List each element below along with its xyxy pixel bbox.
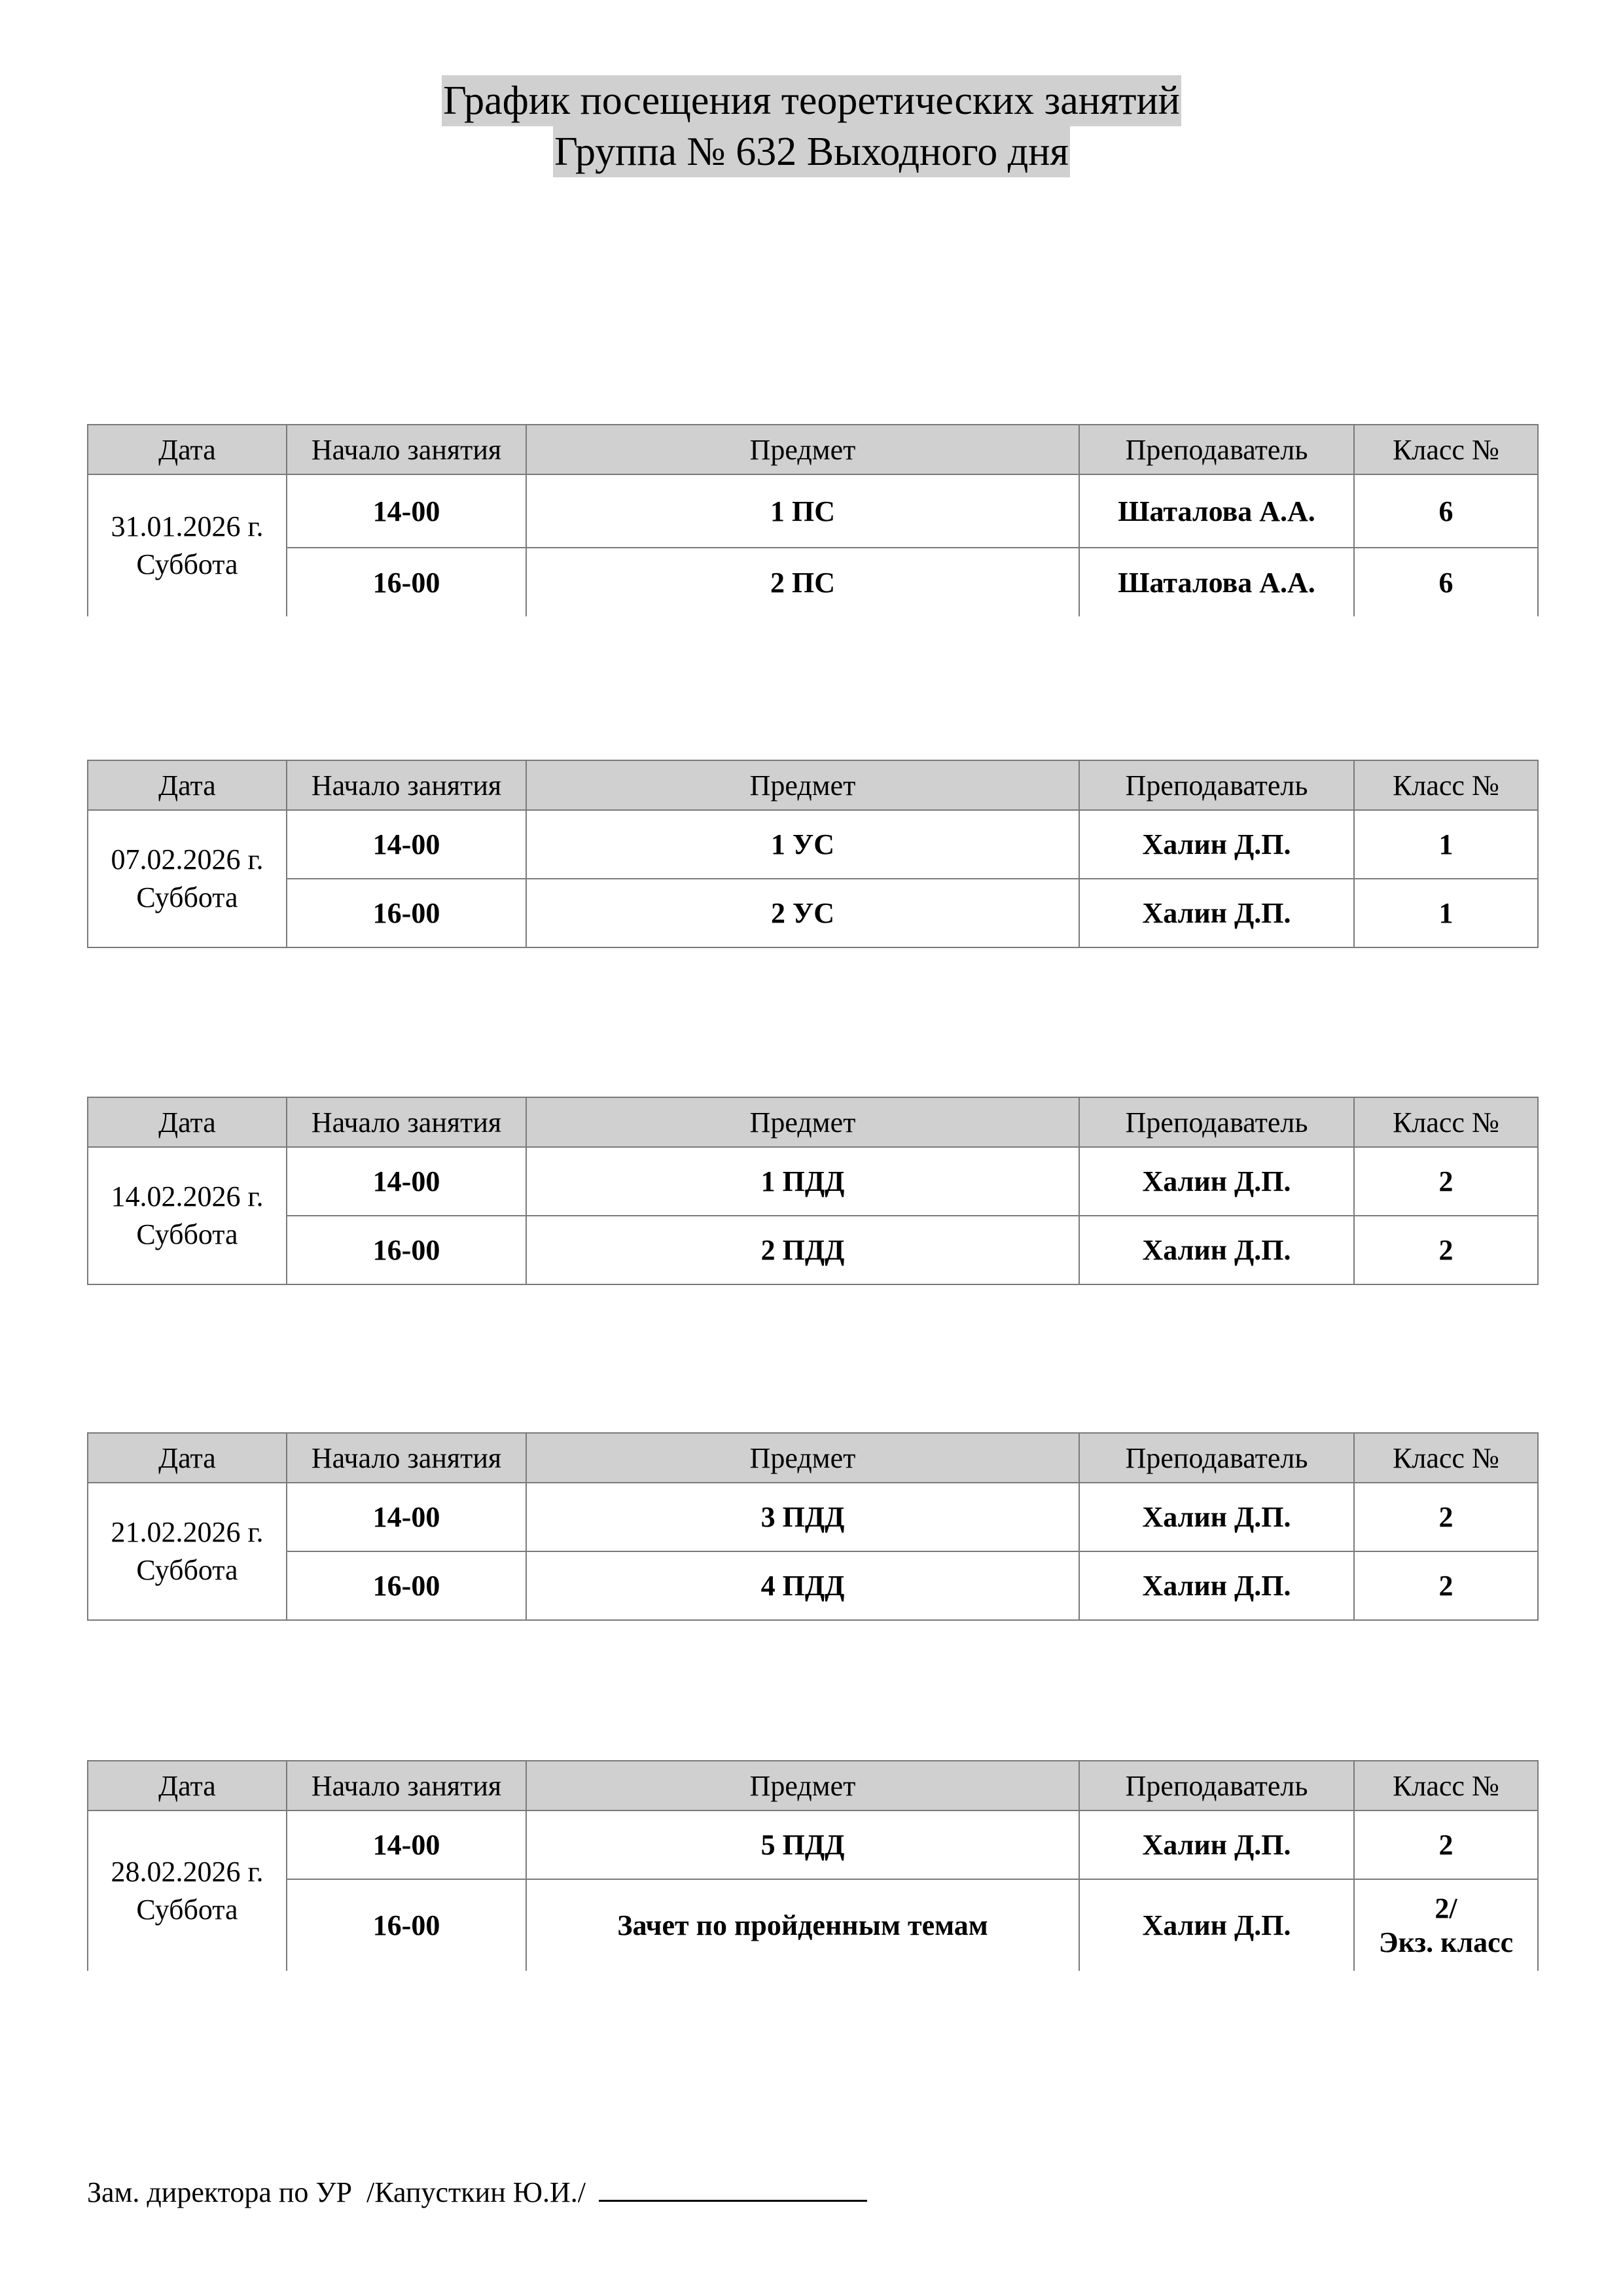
- page-title: [0, 75, 1623, 177]
- weekday-value: Суббота: [136, 548, 238, 580]
- header-date: Дата: [88, 1097, 287, 1147]
- class-cell: 1: [1354, 879, 1538, 947]
- class-value-line2: Экз. класс: [1378, 1926, 1514, 1958]
- table-header-row: [88, 425, 1538, 474]
- teacher-cell: Халин Д.П.: [1079, 1551, 1354, 1620]
- class-cell: 2: [1354, 1147, 1538, 1216]
- header-class: Класс №: [1354, 1097, 1538, 1147]
- teacher-cell: Халин Д.П.: [1079, 1216, 1354, 1284]
- schedule-table-3: [87, 1097, 1539, 1285]
- table-row: [88, 1483, 1538, 1551]
- weekday-value: Суббота: [136, 1554, 238, 1586]
- teacher-cell: Халин Д.П.: [1079, 810, 1354, 879]
- start-cell: 16-00: [287, 1216, 526, 1284]
- header-subject: Предмет: [526, 1761, 1079, 1810]
- date-cell: [88, 1810, 287, 1971]
- table-row: [88, 810, 1538, 879]
- table-row: [88, 1551, 1538, 1620]
- schedule-table-2: [87, 760, 1539, 948]
- date-value: 28.02.2026 г.: [111, 1856, 264, 1888]
- header-date: Дата: [88, 1433, 287, 1483]
- date-value: 21.02.2026 г.: [111, 1516, 264, 1548]
- header-start: Начало занятия: [287, 425, 526, 474]
- header-date: Дата: [88, 760, 287, 810]
- table-row: [88, 879, 1538, 947]
- header-date: Дата: [88, 425, 287, 474]
- header-start: Начало занятия: [287, 1433, 526, 1483]
- date-cell: [88, 810, 287, 947]
- header-teacher: Преподаватель: [1079, 425, 1354, 474]
- weekday-value: Суббота: [136, 881, 238, 913]
- class-cell: 1: [1354, 810, 1538, 879]
- footer-text: Зам. директора по УР /Капусткин Ю.И./: [87, 2176, 586, 2208]
- class-cell: 2: [1354, 1551, 1538, 1620]
- schedule-table-5: [87, 1760, 1539, 1971]
- teacher-cell: Шаталова А.А.: [1079, 474, 1354, 548]
- subject-cell: 4 ПДД: [526, 1551, 1079, 1620]
- class-cell: 6: [1354, 474, 1538, 548]
- table-header-row: [88, 1433, 1538, 1483]
- header-start: Начало занятия: [287, 1097, 526, 1147]
- table-row: [88, 1879, 1538, 1971]
- header-teacher: Преподаватель: [1079, 760, 1354, 810]
- header-start: Начало занятия: [287, 760, 526, 810]
- subject-cell: 2 УС: [526, 879, 1079, 947]
- weekday-value: Суббота: [136, 1218, 238, 1250]
- class-cell: 2: [1354, 1810, 1538, 1879]
- header-class: Класс №: [1354, 760, 1538, 810]
- title-line-1: График посещения теоретических занятий: [442, 75, 1181, 126]
- subject-cell: 2 ПДД: [526, 1216, 1079, 1284]
- start-cell: 16-00: [287, 1879, 526, 1971]
- weekday-value: Суббота: [136, 1894, 238, 1926]
- table-row: [88, 1147, 1538, 1216]
- teacher-cell: Халин Д.П.: [1079, 1147, 1354, 1216]
- date-cell: [88, 1483, 287, 1620]
- start-cell: 14-00: [287, 1810, 526, 1879]
- table-row: [88, 474, 1538, 548]
- class-cell: 2: [1354, 1483, 1538, 1551]
- teacher-cell: Халин Д.П.: [1079, 1810, 1354, 1879]
- class-cell: 6: [1354, 548, 1538, 616]
- footer-signature: [87, 2176, 867, 2209]
- date-cell: [88, 474, 287, 616]
- subject-cell: 5 ПДД: [526, 1810, 1079, 1879]
- table-row: [88, 1216, 1538, 1284]
- table-header-row: [88, 1761, 1538, 1810]
- start-cell: 16-00: [287, 1551, 526, 1620]
- header-subject: Предмет: [526, 760, 1079, 810]
- header-subject: Предмет: [526, 425, 1079, 474]
- signature-line: [599, 2176, 867, 2202]
- schedule-table-4: [87, 1432, 1539, 1621]
- start-cell: 14-00: [287, 1147, 526, 1216]
- subject-cell: 3 ПДД: [526, 1483, 1079, 1551]
- teacher-cell: Халин Д.П.: [1079, 879, 1354, 947]
- subject-cell: Зачет по пройденным темам: [526, 1879, 1079, 1971]
- start-cell: 16-00: [287, 879, 526, 947]
- header-teacher: Преподаватель: [1079, 1433, 1354, 1483]
- header-date: Дата: [88, 1761, 287, 1810]
- header-class: Класс №: [1354, 425, 1538, 474]
- table-header-row: [88, 1097, 1538, 1147]
- date-value: 07.02.2026 г.: [111, 843, 264, 875]
- date-cell: [88, 1147, 287, 1284]
- subject-cell: 2 ПС: [526, 548, 1079, 616]
- date-value: 31.01.2026 г.: [111, 510, 264, 542]
- class-value: 2/: [1435, 1892, 1457, 1924]
- subject-cell: 1 ПДД: [526, 1147, 1079, 1216]
- header-teacher: Преподаватель: [1079, 1761, 1354, 1810]
- teacher-cell: Шаталова А.А.: [1079, 548, 1354, 616]
- teacher-cell: Халин Д.П.: [1079, 1483, 1354, 1551]
- header-teacher: Преподаватель: [1079, 1097, 1354, 1147]
- start-cell: 14-00: [287, 810, 526, 879]
- table-row: [88, 1810, 1538, 1879]
- header-class: Класс №: [1354, 1433, 1538, 1483]
- subject-cell: 1 УС: [526, 810, 1079, 879]
- table-header-row: [88, 760, 1538, 810]
- header-subject: Предмет: [526, 1097, 1079, 1147]
- schedule-table-1: [87, 424, 1539, 616]
- teacher-cell: Халин Д.П.: [1079, 1879, 1354, 1971]
- header-start: Начало занятия: [287, 1761, 526, 1810]
- title-line-2: Группа № 632 Выходного дня: [553, 126, 1070, 177]
- start-cell: 14-00: [287, 1483, 526, 1551]
- header-subject: Предмет: [526, 1433, 1079, 1483]
- start-cell: 16-00: [287, 548, 526, 616]
- class-cell: 2: [1354, 1216, 1538, 1284]
- start-cell: 14-00: [287, 474, 526, 548]
- date-value: 14.02.2026 г.: [111, 1180, 264, 1212]
- class-cell: [1354, 1879, 1538, 1971]
- table-row: [88, 548, 1538, 616]
- subject-cell: 1 ПС: [526, 474, 1079, 548]
- header-class: Класс №: [1354, 1761, 1538, 1810]
